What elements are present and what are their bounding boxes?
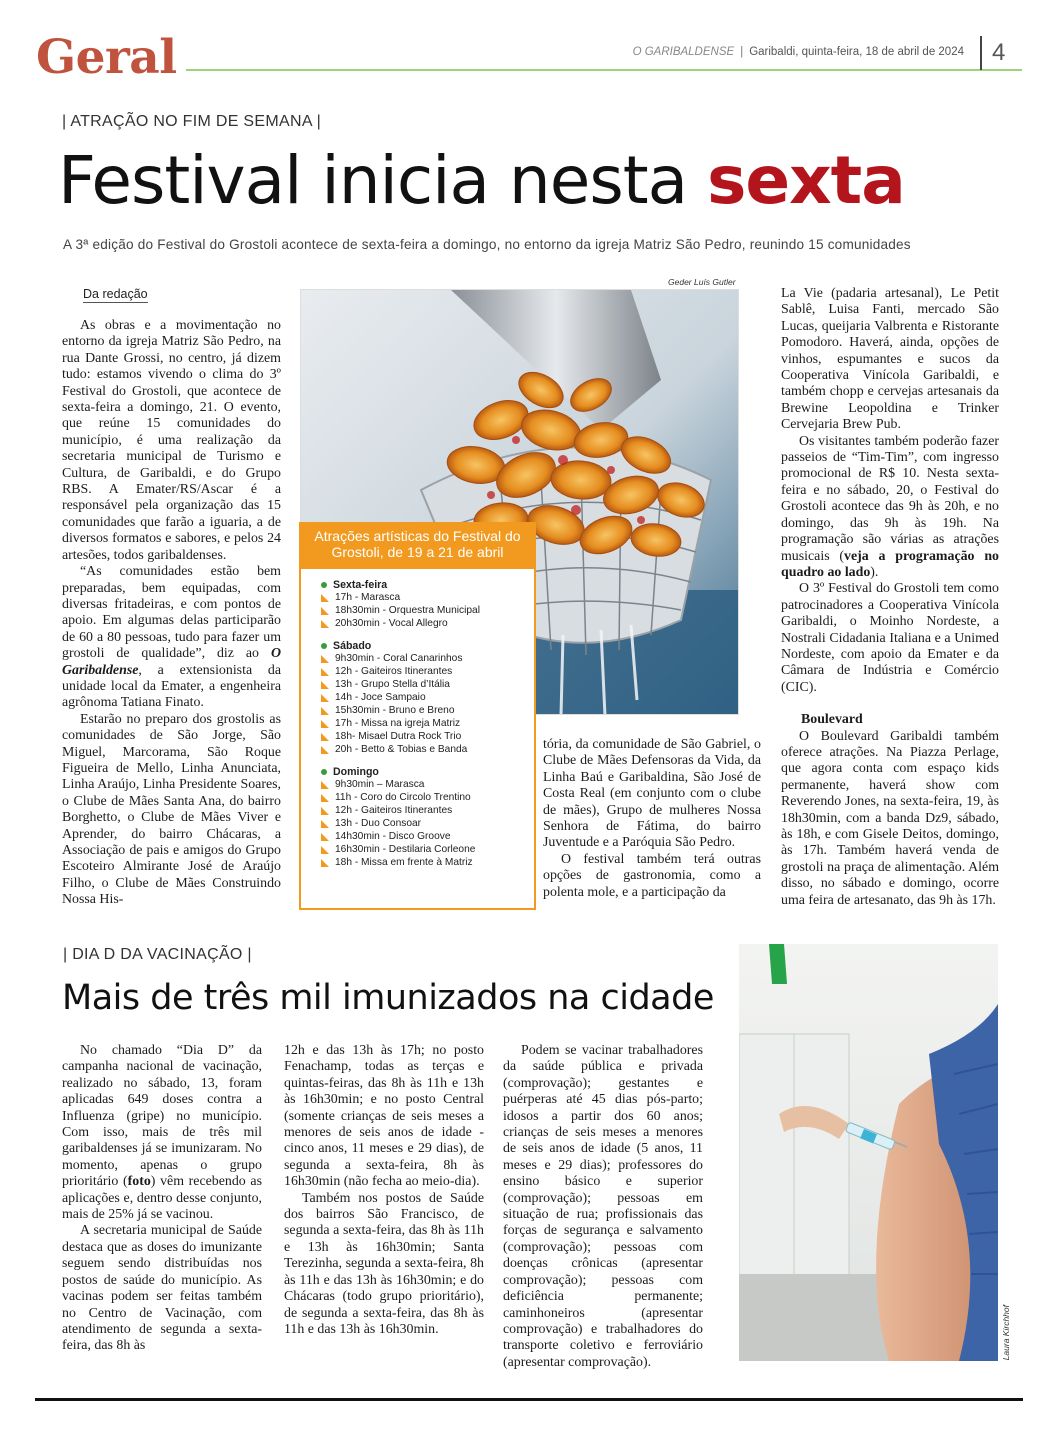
program-event: 11h - Coro do Circolo Trentino — [321, 791, 534, 804]
boulevard-subhead: Boulevard — [801, 712, 863, 728]
photo-credit: Geder Luís Gutler — [668, 277, 736, 287]
article1-kicker: | ATRAÇÃO NO FIM DE SEMANA | — [62, 113, 322, 130]
paragraph: 12h e das 13h às 17h; no posto Fenachamp, todas as terças e quintas-feiras, das 8h às 11h e 13h às 16h30min; e no posto Central (somente crianças de seis meses a menores de seis anos de idade - cinco anos, 11 meses e 29 dias), de segunda a sexta-feira, 8h às 16h30min (não fecha ao meio-dia). — [284, 1043, 484, 1190]
paragraph: No chamado “Dia D” da campanha nacional de vacinação, realizado no sábado, 13, foram aplicadas 649 doses contra a Influenza (gripe) no município. Com isso, mais de três mil garibaldenses já se imunizaram. No momento, apenas o grupo prioritário (foto) vêm recebendo as aplicações e, dentro desse conjunto, mais de 25% já se vacinou. — [62, 1043, 262, 1223]
program-event: 9h30min – Marasca — [321, 778, 534, 791]
program-event: 13h - Duo Consoar — [321, 817, 534, 830]
program-day: Domingo — [321, 766, 534, 778]
program-day: Sexta-feira — [321, 579, 534, 591]
program-event: 13h - Grupo Stella d’Itália — [321, 678, 534, 691]
header-meta — [633, 46, 964, 58]
dateline: Garibaldi, quinta-feira, 18 de abril de 2024 — [749, 46, 964, 58]
program-event: 20h - Betto & Tobias e Banda — [321, 743, 534, 756]
article1-column-1 — [62, 318, 281, 909]
paragraph: tória, da comunidade de São Gabriel, o Clube de Mães Defensoras da Vida, da Linha Baú e Garibaldina, São José de Costa Real (em conjunto com o clube de mães), Grupo de mulheres Nossa Senhora de Fátima, do bairro Juventude e a Paróquia São Pedro. — [543, 737, 761, 851]
program-event: 17h - Missa na igreja Matriz — [321, 717, 534, 730]
article1-subhead: A 3ª edição do Festival do Grostoli acontece de sexta-feira a domingo, no entorno da igreja Matriz São Pedro, reunindo 15 comunidades — [63, 237, 911, 252]
paragraph: Podem se vacinar trabalhadores da saúde pública e privada (comprovação); gestantes e puérperas até 45 dias pós-parto; idosos a partir dos 60 anos; crianças de seis meses a menores de seis anos de idade (5 anos, 11 meses e 29 dias); professores do ensino básico e superior (comprovação); pessoas em situação de rua; profissionais das forças de segurança e salvamento (comprovação); pessoas com doenças crônicas (apresentar comprovação); pessoas com deficiência permanente; caminhoneiros (apresentar comprovação) e trabalhadores do transporte coletivo e ferroviário (apresentar comprovação). — [503, 1043, 703, 1370]
headline-main: Festival inicia nesta — [58, 142, 708, 219]
article2-kicker: | DIA D DA VACINAÇÃO | — [63, 946, 252, 963]
vaccination-photo — [739, 944, 998, 1361]
header-separator: | — [740, 46, 744, 58]
program-event: 9h30min - Coral Canarinhos — [321, 652, 534, 665]
article2-column-2 — [284, 1043, 484, 1338]
program-event: 18h - Missa em frente à Matriz — [321, 856, 534, 869]
bottom-rule — [35, 1398, 1023, 1401]
section-title: Geral — [36, 30, 177, 85]
byline: Da redação — [83, 287, 148, 301]
article2-column-1 — [62, 1043, 262, 1355]
program-event: 17h - Marasca — [321, 591, 534, 604]
article2-column-3 — [503, 1043, 703, 1371]
paragraph: Também nos postos de Saúde dos bairros São Francisco, de segunda a sexta-feira, das 8h às 11h e 13h às 16h30min; Santa Terezinha, segunda a sexta-feira, 8h às 11h e das 13h às 16h30min; e do Chácaras (todo grupo prioritário), de segunda a sexta-feira, das 8h às 11h e das 13h às 16h30min. — [284, 1190, 484, 1337]
program-event: 14h30min - Disco Groove — [321, 830, 534, 843]
program-list — [301, 569, 534, 869]
page-number: 4 — [980, 36, 1005, 70]
program-event: 18h- Misael Dutra Rock Trio — [321, 730, 534, 743]
program-event: 15h30min - Bruno e Breno — [321, 704, 534, 717]
article1-column-3 — [781, 286, 999, 909]
paragraph: Estarão no preparo dos grostolis as comunidades de São Jorge, São Miguel, Marcorama, São Roque Figueira de Mello, Linha Anunciata, Linha Araújo, Linha Presidente Soares, o Clube de Mães Santa Ana, do bairro Borghetto, o Clube de Mães Viver e Aprender, do bairro Chácaras, a Associação de pais e amigos do Grupo Escoteiro Almirante José de Araújo Filho, o Clube de Mães Construindo Nossa His- — [62, 711, 281, 908]
program-day: Sábado — [321, 640, 534, 652]
paragraph: O Boulevard Garibaldi também oferece atrações. Na Piazza Perlage, que agora conta com espaço kids permanente, haverá show com Reverendo Jones, na sexta-feira, 19, às 18h30min, com a banda Dz9, sábado, às 18h, e com Gisele Deitos, domingo, às 17h. Também haverá venda de grostoli na praça de alimentação. Além disso, no sábado e domingo, ocorre uma feira de artesanato, das 9h às 17h. — [781, 728, 999, 908]
headline-highlight: sexta — [707, 142, 905, 219]
article1-column-2 — [543, 737, 761, 901]
article1-headline — [58, 138, 905, 224]
program-box — [299, 522, 536, 910]
program-event: 12h - Gaiteiros Itinerantes — [321, 665, 534, 678]
program-title: Atrações artísticas do Festival do Grostoli, de 19 a 21 de abril — [301, 522, 534, 569]
article2-headline: Mais de três mil imunizados na cidade — [62, 978, 714, 1018]
paragraph: La Vie (padaria artesanal), Le Petit Sablê, Luisa Fanti, mercado São Lucas, queijaria Valbrenta e Ristorante Pomodoro. Haverá, ainda, opções de vinhos, espumantes e sucos da Cooperativa Vinícola Garibaldi, e também chopp e cervejas artesanais da Brewine Leopoldina e Trinker Cervejaria Brew Pub. — [781, 286, 999, 433]
photo-reference: foto — [127, 1174, 151, 1190]
program-event: 12h - Gaiteiros Itinerantes — [321, 804, 534, 817]
paragraph: O 3º Festival do Grostoli tem como patrocinadores a Cooperativa Vinícola Garibaldi, o Moinho Nordeste, a Nostrali Cidadania Italiana e a Unimed Nordeste, com apoio da Emater e da Câmara de Indústria e Comércio (CIC). — [781, 581, 999, 695]
header-rule — [186, 69, 1022, 71]
program-event: 16h30min - Destilaria Corleone — [321, 843, 534, 856]
paragraph: “As comunidades estão bem preparadas, bem equipadas, com diversas fritadeiras, e com pontos de apoio. Em algumas delas participarão de 60 a 80 pessoas, tudo para fazer um grostoli de qualidade”, diz ao O Garibaldense, a extensionista da unidade local da Emater, a engenheira agrônoma Tatiana Finato. — [62, 564, 281, 711]
paragraph: As obras e a movimentação no entorno da igreja Matriz São Pedro, na rua Dante Grossi, no centro, já dizem tudo: estamos vivendo o clima do 3º Festival do Grostoli, que acontece de sexta-feira a domingo, 21. O evento, que reúne 15 comunidades do município, é uma realização da secretaria municipal de Turismo e Cultura, de Garibaldi, e do Grupo RBS. A Emater/RS/Ascar é a responsável pela organização das 15 comunidades que farão a iguaria, a de diversos formatos e sabores, e pelos 24 artesões, todos garibaldenses. — [62, 318, 281, 563]
program-event: 14h - Joce Sampaio — [321, 691, 534, 704]
paragraph: Os visitantes também poderão fazer passeios de “Tim-Tim”, com ingresso promocional de R$ 10. Nesta sexta-feira e no sábado, 20, o Festival do Grostoli acontece das 9h às 20h, e no domingo, das 9h às 19h. Na programação são várias as atrações musicais (veja a programação no quadro ao lado). — [781, 433, 999, 580]
newspaper-name: O GARIBALDENSE — [632, 46, 735, 58]
program-event: 20h30min - Vocal Allegro — [321, 617, 534, 630]
quote-source: O Garibaldense — [62, 646, 281, 678]
program-event: 18h30min - Orquestra Municipal — [321, 604, 534, 617]
paragraph: A secretaria municipal de Saúde destaca que as doses do imunizante seguem sendo distribuídas nos postos de saúde do município. As vacinas podem ser feitas também no Centro de Vacinação, com atendimento de segunda a sexta-feira, das 8h às — [62, 1223, 262, 1354]
program-reference: veja a programação no quadro ao lado — [781, 548, 999, 580]
vaccination-photo-illustration — [739, 944, 998, 1361]
paragraph: O festival também terá outras opções de gastronomia, como a polenta mole, e a participação da — [543, 851, 761, 900]
photo-credit-2: Laura Kirchhof — [1001, 1305, 1011, 1361]
